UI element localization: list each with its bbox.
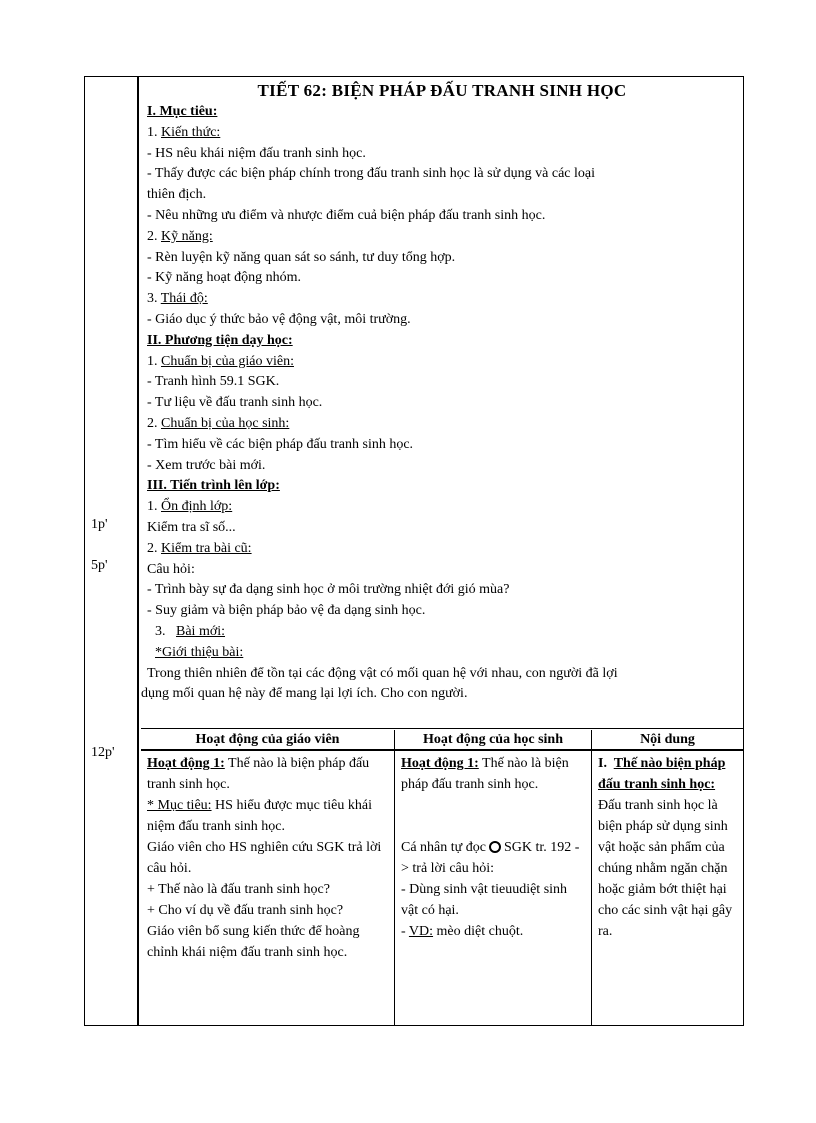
label: Ổn định lớp: bbox=[161, 499, 233, 515]
time-3: 12p' bbox=[91, 745, 115, 760]
label: Bài mới: bbox=[176, 623, 226, 639]
num: 3. bbox=[155, 623, 166, 639]
divider bbox=[141, 728, 743, 729]
time-column bbox=[85, 77, 139, 1025]
num: 1. bbox=[147, 353, 158, 369]
teacher-line: + Cho ví dụ về đấu tranh sinh học? bbox=[147, 903, 344, 918]
label: Thái độ: bbox=[160, 291, 208, 307]
content-text: Đấu tranh sinh học là biện pháp sử dụng sinh vật hoặc sản phẩm của chúng nhằm ngăn chặn hoặc giảm bớt thiệt hại cho các sinh vật hại gây ra. bbox=[598, 798, 733, 939]
spacer bbox=[401, 795, 585, 837]
hs-line: - Xem trước bài mới. bbox=[147, 457, 266, 473]
teacher-cell bbox=[141, 751, 394, 965]
kt-line: - Thấy được các biện pháp chính trong đấu tranh sinh học là sử dụng và các loại bbox=[147, 166, 596, 182]
text: Thế nào là biện pháp đấu tranh sinh học. bbox=[147, 756, 370, 792]
content-column bbox=[592, 730, 743, 1025]
student-cell bbox=[395, 751, 591, 944]
label: Kiểm tra bài cũ: bbox=[161, 540, 252, 556]
ondinh-heading bbox=[147, 497, 737, 518]
kynang-heading bbox=[147, 227, 737, 248]
document-frame bbox=[84, 76, 744, 1026]
label: Thế nào biện pháp đấu tranh sinh học: bbox=[598, 756, 726, 792]
section-resources-heading: II. Phương tiện dạy học: bbox=[147, 332, 293, 348]
section-objectives-heading: I. Mục tiêu: bbox=[147, 104, 218, 119]
gioithieu-line: Trong thiên nhiên để tồn tại các động vật có mối quan hệ với nhau, con người đã lợi bbox=[147, 665, 618, 681]
gioithieu-heading bbox=[147, 643, 737, 664]
text: SGK tr. 192 -> trả lời câu hỏi: bbox=[401, 840, 580, 876]
time-2: 5p' bbox=[91, 558, 108, 573]
label: *Giới thiệu bài: bbox=[155, 644, 244, 660]
content-cell bbox=[592, 751, 743, 944]
num: 2. bbox=[147, 540, 158, 556]
num: 2. bbox=[147, 228, 158, 244]
teacher-activity bbox=[147, 753, 388, 795]
student-example: - VD: mèo diệt chuột. bbox=[401, 924, 524, 939]
label: Kỹ năng: bbox=[161, 228, 213, 244]
teacher-line: Giáo viên bổ sung kiến thức để hoàng chỉnh khái niệm đấu tranh sinh học. bbox=[147, 924, 360, 960]
section-process-heading: III. Tiến trình lên lớp: bbox=[147, 478, 280, 494]
teacher-line: + Thế nào là đấu tranh sinh học? bbox=[147, 882, 330, 897]
label: Kiến thức: bbox=[161, 124, 221, 140]
text: HS hiểu được mục tiêu khái niệm đấu tranh sinh học. bbox=[147, 798, 372, 834]
teacher-column bbox=[141, 730, 395, 1025]
student-column bbox=[395, 730, 592, 1025]
gioithieu-line: dụng mối quan hệ này để mang lại lợi ích. Cho con người. bbox=[141, 686, 468, 702]
gv-line: - Tranh hình 59.1 SGK. bbox=[147, 374, 280, 390]
activity-table bbox=[141, 730, 743, 1025]
td-line: - Giáo dục ý thức bảo vệ động vật, môi trường. bbox=[147, 311, 411, 327]
content-heading bbox=[598, 753, 737, 795]
num: I. bbox=[598, 756, 607, 771]
gv-line: - Tư liệu về đấu tranh sinh học. bbox=[147, 395, 323, 411]
label: Chuẩn bị của giáo viên: bbox=[161, 353, 294, 369]
hs-prep-heading bbox=[147, 414, 737, 435]
label: * Mục tiêu: bbox=[147, 798, 212, 813]
cauhoi-label: Câu hỏi: bbox=[147, 561, 195, 577]
baimoi-heading bbox=[147, 622, 737, 643]
text: Thế nào là biện pháp đấu tranh sinh học. bbox=[401, 756, 569, 792]
student-reading bbox=[401, 837, 585, 879]
circle-bullet-icon bbox=[489, 841, 501, 853]
teacher-line: Giáo viên cho HS nghiên cứu SGK trả lời câu hỏi. bbox=[147, 840, 382, 876]
lesson-title: TIẾT 62: BIỆN PHÁP ĐẤU TRANH SINH HỌC bbox=[257, 81, 627, 100]
lesson-body bbox=[141, 77, 743, 727]
kt-line: - HS nêu khái niệm đấu tranh sinh học. bbox=[147, 145, 366, 161]
label: VD: bbox=[408, 924, 434, 939]
kienthuc-heading bbox=[147, 123, 737, 144]
kt-line-cont: thiên địch. bbox=[147, 187, 207, 203]
teacher-objective bbox=[147, 795, 388, 837]
header-student: Hoạt động của học sinh bbox=[395, 730, 591, 751]
header-content: Nội dung bbox=[592, 730, 743, 751]
kn-line: - Rèn luyện kỹ năng quan sát so sánh, tư duy tổng hợp. bbox=[147, 249, 456, 265]
ondinh-text: Kiểm tra sĩ số... bbox=[147, 519, 236, 535]
label: Chuẩn bị của học sinh: bbox=[161, 415, 290, 431]
num: 1. bbox=[147, 499, 158, 515]
student-activity bbox=[401, 753, 585, 795]
kt-line: - Nêu những ưu điểm và nhược điểm cuả biện pháp đấu tranh sinh học. bbox=[147, 207, 546, 223]
num: 2. bbox=[147, 415, 158, 431]
header-teacher: Hoạt động của giáo viên bbox=[141, 730, 394, 751]
thaido-heading bbox=[147, 289, 737, 310]
student-line: - Dùng sinh vật tieuudiệt sinh vật có hại. bbox=[401, 882, 568, 918]
ktbc-line: - Suy giảm và biện pháp bảo vệ đa dạng sinh học. bbox=[147, 603, 426, 619]
num: 3. bbox=[147, 291, 158, 307]
label: Hoạt động 1: bbox=[401, 756, 479, 771]
text: mèo diệt chuột. bbox=[433, 924, 524, 939]
hs-line: - Tìm hiểu về các biện pháp đấu tranh sinh học. bbox=[147, 436, 414, 452]
ktbc-line: - Trình bày sự đa dạng sinh học ở môi trường nhiệt đới gió mùa? bbox=[147, 582, 510, 598]
gv-prep-heading bbox=[147, 352, 737, 373]
num: 1. bbox=[147, 124, 158, 140]
label: Hoạt động 1: bbox=[147, 756, 225, 771]
ktbc-heading bbox=[147, 539, 737, 560]
text: Cá nhân tự đọc bbox=[401, 840, 486, 855]
time-1: 1p' bbox=[91, 517, 108, 532]
kn-line: - Kỹ năng hoạt động nhóm. bbox=[147, 270, 301, 286]
